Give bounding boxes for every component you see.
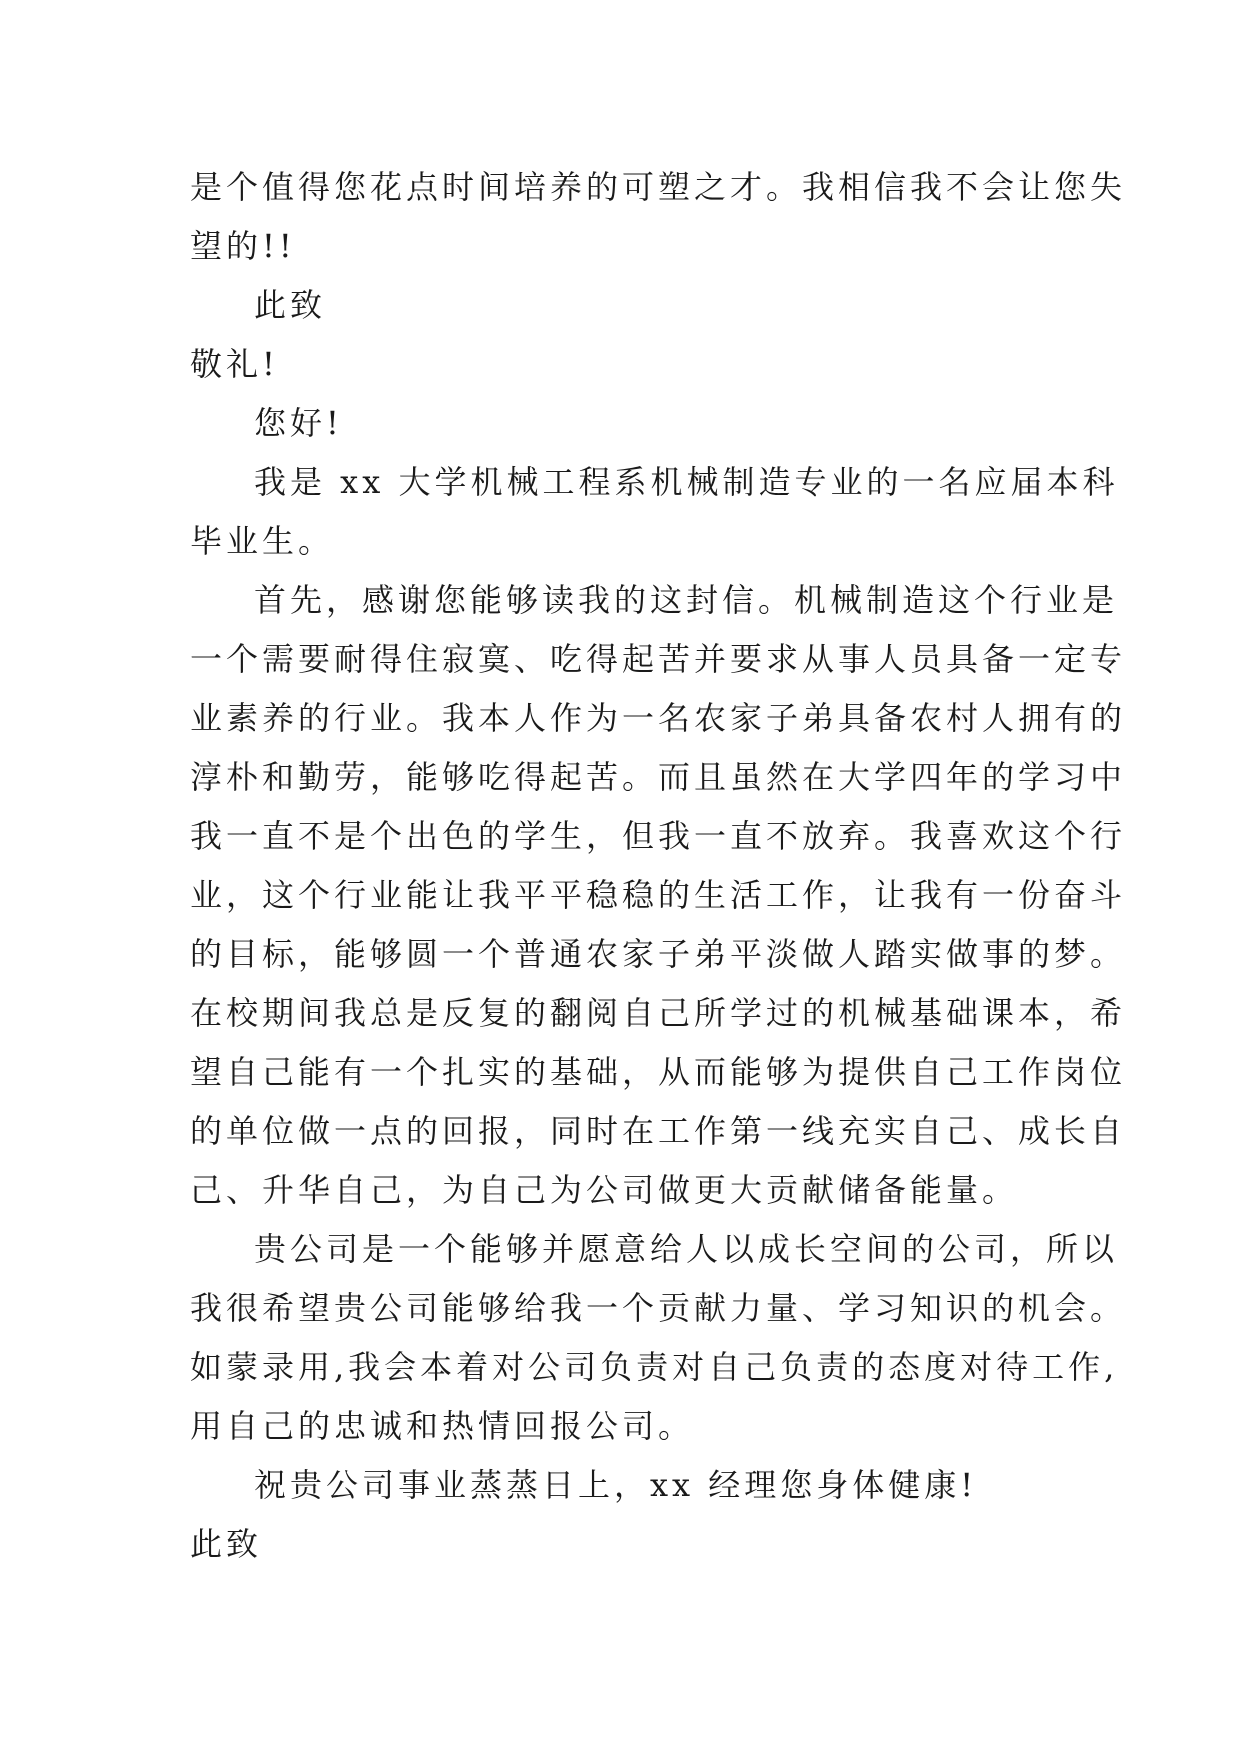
text-line: 我一直不是个出色的学生，但我一直不放弃。我喜欢这个行 — [190, 817, 1127, 855]
text-line: 首先，感谢您能够读我的这封信。机械制造这个行业是 — [254, 581, 1119, 619]
text-line: 毕业生。 — [190, 522, 335, 560]
text-line: 望自己能有一个扎实的基础，从而能够为提供自己工作岗位 — [190, 1053, 1127, 1091]
text-line: 我很希望贵公司能够给我一个贡献力量、学习知识的机会。 — [190, 1289, 1127, 1327]
greeting: 您好! — [254, 404, 343, 442]
well-wishes: 祝贵公司事业蒸蒸日上，xx 经理您身体健康! — [254, 1466, 978, 1504]
text-line: 贵公司是一个能够并愿意给人以成长空间的公司，所以 — [254, 1230, 1119, 1268]
text-line: 一个需要耐得住寂寞、吃得起苦并要求从事人员具备一定专 — [190, 640, 1127, 678]
closing-phrase: 此致 — [254, 286, 327, 324]
text-line: 业，这个行业能让我平平稳稳的生活工作，让我有一份奋斗 — [190, 876, 1127, 914]
text-line: 是个值得您花点时间培养的可塑之才。我相信我不会让您失 — [190, 168, 1127, 206]
text-line: 己、升华自己，为自己为公司做更大贡献储备能量。 — [190, 1171, 1019, 1209]
text-line: 在校期间我总是反复的翻阅自己所学过的机械基础课本，希 — [190, 994, 1127, 1032]
text-line: 业素养的行业。我本人作为一名农家子弟具备农村人拥有的 — [190, 699, 1127, 737]
text-line: 如蒙录用,我会本着对公司负责对自己负责的态度对待工作, — [190, 1348, 1119, 1386]
text-line: 望的!! — [190, 227, 296, 265]
letter-body — [190, 158, 1127, 1574]
text-line: 的目标，能够圆一个普通农家子弟平淡做人踏实做事的梦。 — [190, 935, 1127, 973]
text-line: 的单位做一点的回报，同时在工作第一线充实自己、成长自 — [190, 1112, 1127, 1150]
text-line: 淳朴和勤劳，能够吃得起苦。而且虽然在大学四年的学习中 — [190, 758, 1127, 796]
closing-phrase: 此致 — [190, 1525, 263, 1563]
text-line: 我是 xx 大学机械工程系机械制造专业的一名应届本科 — [254, 463, 1119, 501]
salutation-closing: 敬礼! — [190, 345, 279, 383]
text-line: 用自己的忠诚和热情回报公司。 — [190, 1407, 695, 1445]
